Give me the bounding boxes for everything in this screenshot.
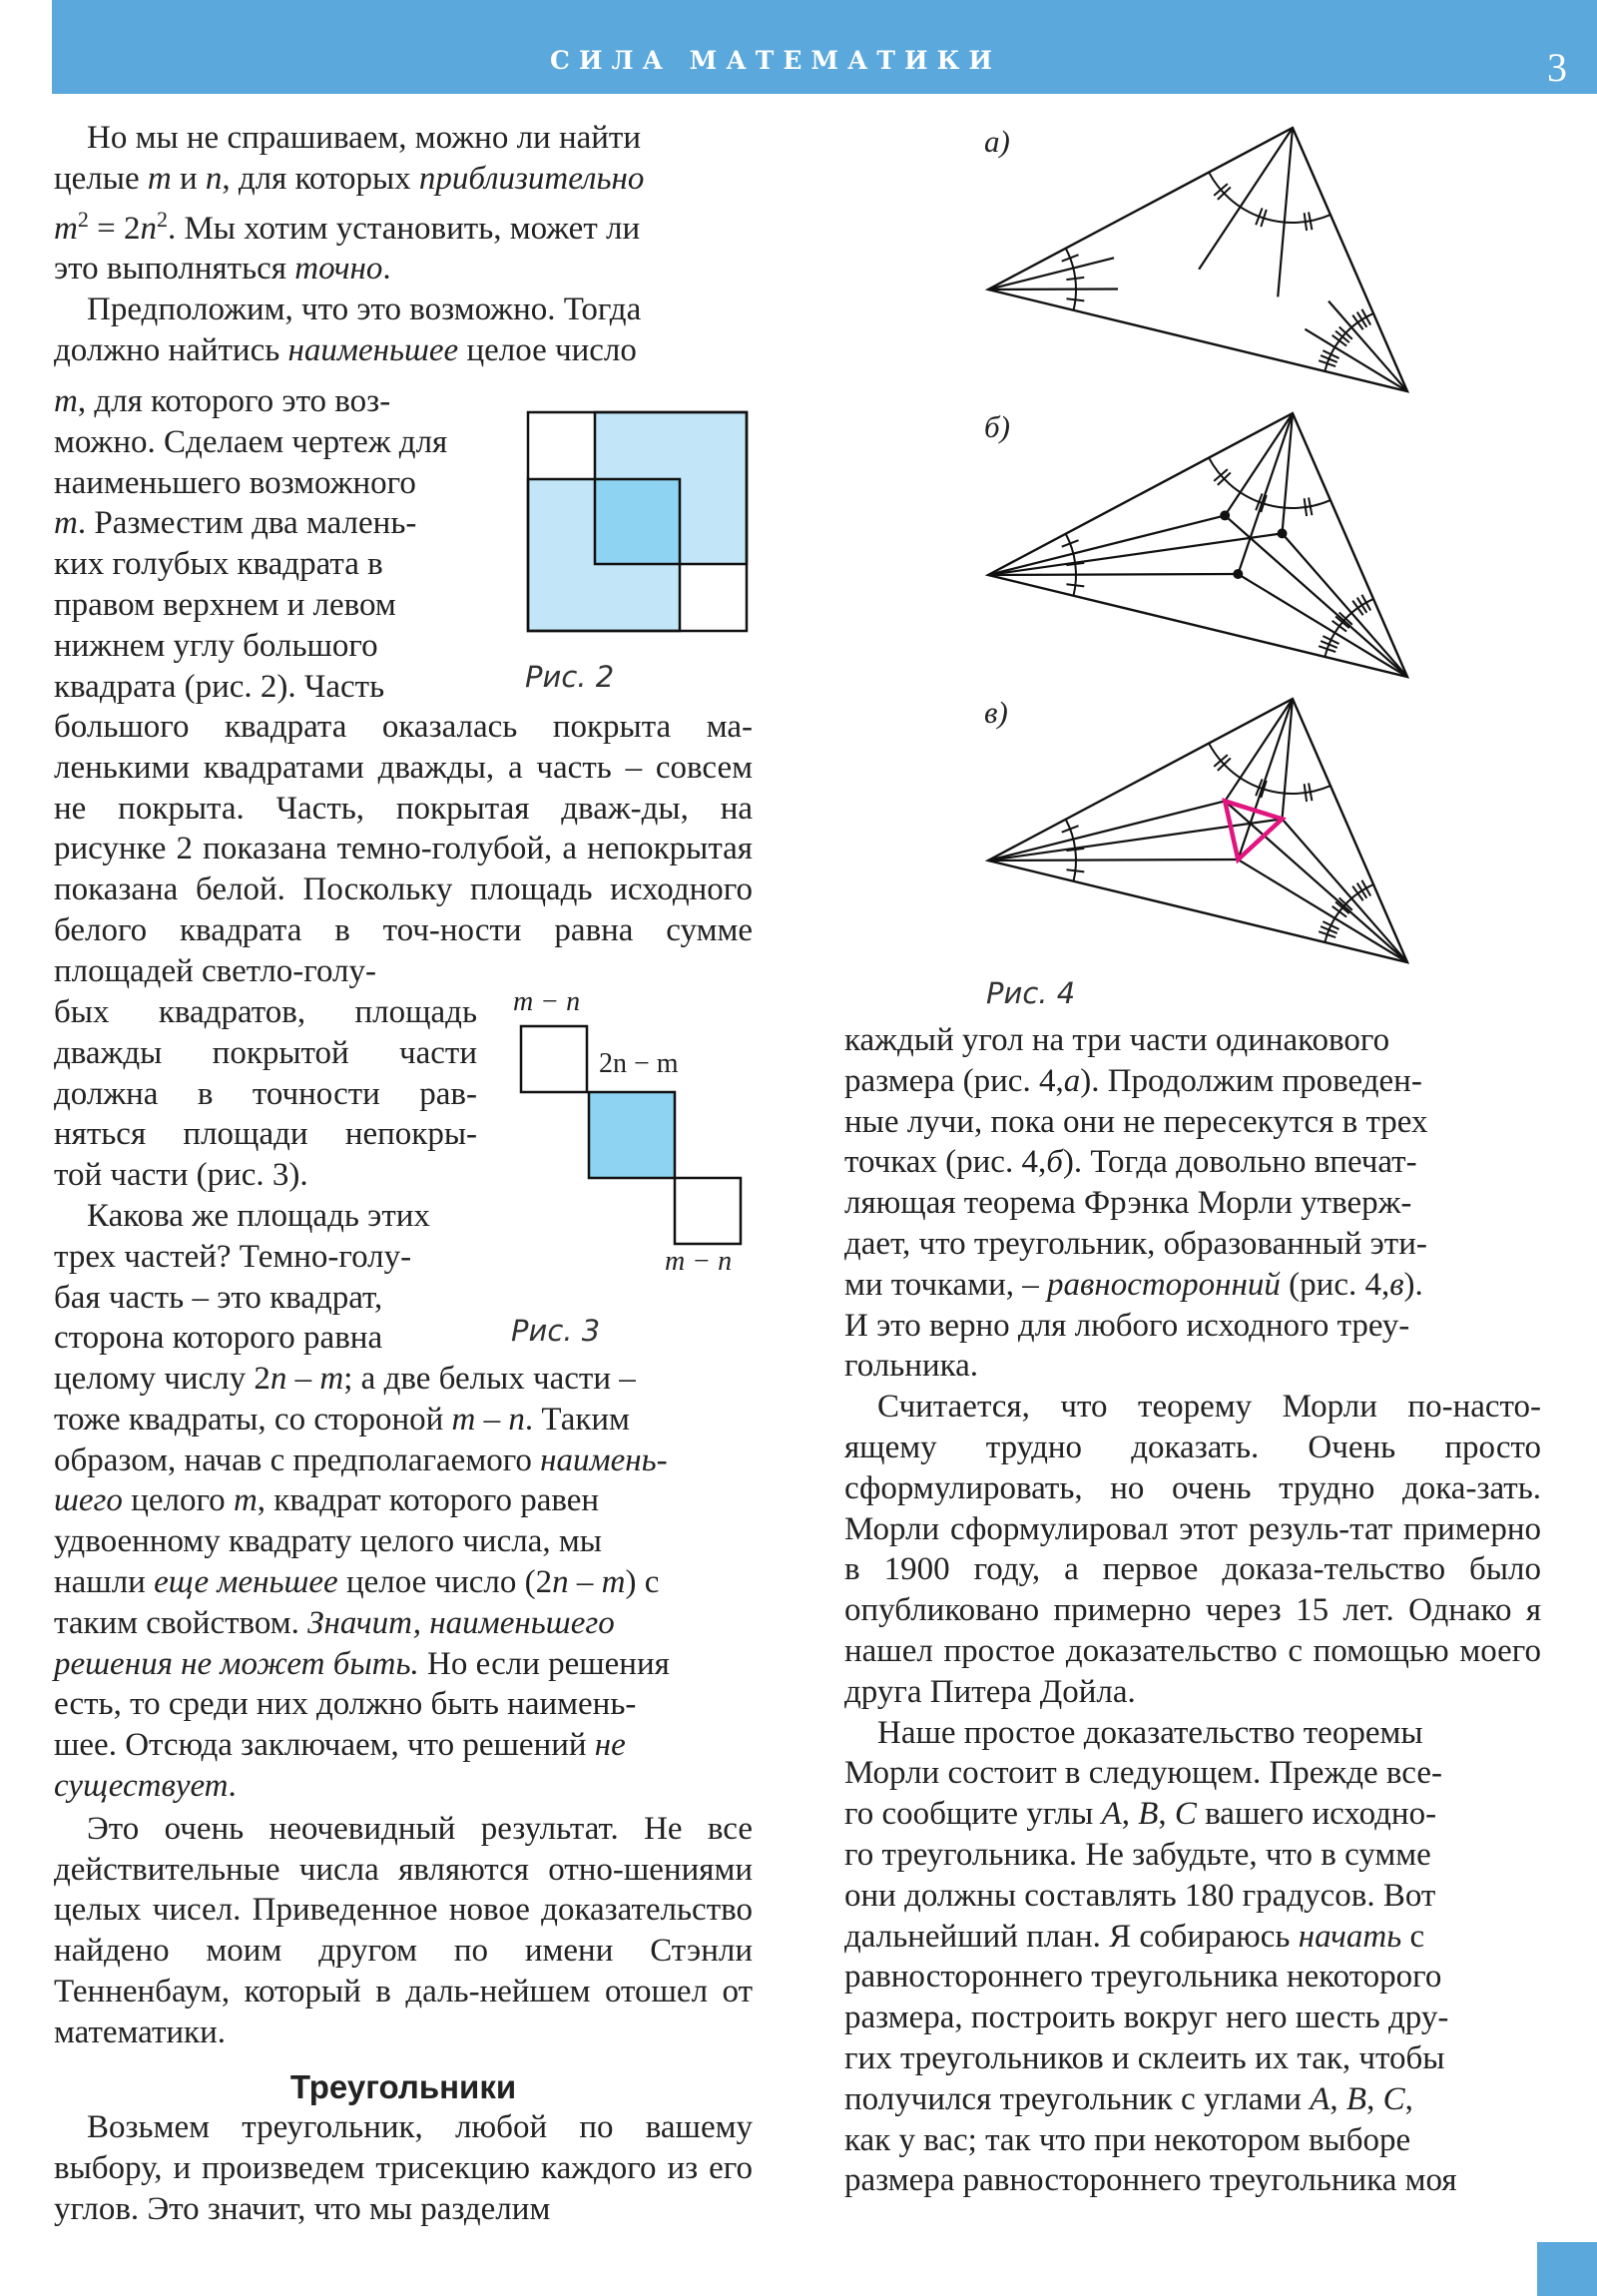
right-column: [844, 1020, 1541, 2201]
fig4-label-a: а): [984, 124, 1010, 159]
paragraph-continued: каждый угол на три части одинакового размера (рис. 4,а). Продолжим проведен- ные лучи, пока они не пересекутся в трех точках (рис. 4,б). Тогда довольно впечат- ляющая теорема Фрэнка Морли утверж- дает, что треугольник, образованный эти- ми точками, – равносторонний (рис. 4,в). И это верно для любого исходного треу- гольника.: [844, 1022, 1428, 1385]
running-title: СИЛА МАТЕМАТИКИ: [549, 46, 1001, 75]
paragraph: Считается, что теорему Морли по-насто-ящему трудно доказать. Очень просто сформулировать, но очень трудно дока-зать. Морли сформулировал этот резуль-тат примерно в 1900 году, а первое доказа-тельство было опубликовано примерно через 15 лет. Однако я нашел простое доказательство с помощью моего друга Питера Дойла.: [844, 1389, 1541, 1710]
fig3-small-square-top: [521, 1026, 587, 1092]
triangle-outline: [988, 128, 1407, 391]
fig4-label-c: в): [984, 695, 1008, 730]
trisector-ray: [988, 258, 1114, 289]
page-number: 3: [1547, 45, 1567, 90]
angle-tick: [1066, 869, 1084, 871]
fig4-caption: Рис. 4: [986, 976, 1076, 1010]
fig3-caption: Рис. 3: [511, 1314, 601, 1348]
trisector-line: [988, 574, 1238, 575]
trisector-line: [988, 860, 1238, 861]
left-column-full-1: [54, 707, 753, 992]
angle-tick: [1305, 498, 1307, 516]
left-column-full-2: [54, 1359, 753, 2230]
trisector-line: [1283, 533, 1407, 677]
left-column: [54, 118, 753, 371]
angle-tick: [1066, 584, 1084, 586]
trisector-line: [1238, 574, 1407, 677]
paragraph-continued: бых квадратов, площадь дважды покрытой части должна в точности рав- няться площади непокры-: [54, 994, 477, 1153]
paragraph: Наше простое доказательство теоремы Морли состоит в следующем. Прежде все- го сообщите углы A, B, C вашего исходно- го треугольника. Не забудьте, что в сумме они должны составлять 180 градусов. Вот дальнейший план. Я собираюсь начать с равностороннего треугольника некоторого размера, построить вокруг него шесть дру- гих треугольников и склеить их так, чтобы получился треугольник с углами A, B, C, как у вас; так что при некотором выборе размера равностороннего треугольника моя: [844, 1714, 1457, 2199]
paragraph-end: той части (рис. 3).: [54, 1157, 308, 1194]
paragraph: Предположим, что это возможно. Тогда должно найтись наименьшее целое число: [54, 291, 642, 368]
trisector-ray: [1278, 128, 1293, 296]
intersection-point: [1278, 528, 1288, 538]
fig4-label-b: б): [984, 409, 1010, 444]
trisector-line: [1225, 515, 1407, 677]
paragraph: Возьмем треугольник, любой по вашему выбору, и произведем трисекцию каждого из его углов. Это значит, что мы разделим: [54, 2109, 753, 2227]
paragraph-continued: большого квадрата оказалась покрыта ма-ленькими квадратами дважды, а часть – совсем не покрыта. Часть, покрытая дваж-ды, на рисунке 2 показана темно-голубой, а непокрытая показана белой. Поскольку площадь исходного белого квадрата в точ-ности равна сумме площадей светло-голу-: [54, 709, 753, 989]
left-column-wrap-1: [54, 381, 493, 707]
angle-tick: [1066, 278, 1084, 280]
fig3-label-top: m − n: [513, 988, 581, 1017]
fig2-caption: Рис. 2: [525, 660, 615, 694]
trisector-line: [988, 515, 1225, 575]
trisector-ray: [1199, 128, 1293, 270]
trisector-ray: [988, 288, 1118, 289]
paragraph: Это очень неочевидный результат. Не все действительные числа являются отно-шениями целых чисел. Приведенное новое доказательство найдено моим другом по имени Стэнли Тенненбаум, который в даль-нейшем отошел от математики.: [54, 1810, 753, 2050]
angle-arc: [1209, 173, 1331, 223]
trisector-line: [1238, 860, 1407, 962]
trisector-line: [988, 533, 1283, 575]
intersection-point: [1233, 569, 1243, 579]
paragraph-continued: целому числу 2n – m; а две белых части – тоже квадраты, со стороной m – n. Таким образом, начав с предполагаемого наимень- шего целого m, квадрат которого равен удвоенному квадрату целого числа, мы нашли еще меньшее целое число (2n – m) с таким свойством. Значит, наименьшего решения не может быть. Но если решения есть, то среди них должно быть наимень- шее. Отсюда заключаем, что решений не существует.: [54, 1361, 670, 1804]
dark-blue-overlap: [595, 479, 680, 564]
paragraph-continued: m, для которого это воз- можно. Сделаем чертеж для наименьшего возможного m. Разместим два малень- ких голубых квадрата в правом верхнем и левом нижнем углу большого квадрата (рис. 2). Часть: [54, 383, 448, 705]
angle-tick: [1305, 213, 1307, 231]
page-header: [52, 0, 1597, 94]
trisector-line: [1225, 801, 1407, 962]
fig3-label-bottom: m − n: [665, 1246, 733, 1277]
section-heading: Треугольники: [289, 2067, 517, 2105]
intersection-point: [1220, 510, 1230, 520]
angle-tick: [1332, 335, 1346, 346]
figure-2: [525, 409, 755, 639]
figure-4: [958, 110, 1437, 968]
trisector-ray: [1329, 301, 1407, 391]
trisector-line: [1283, 819, 1407, 962]
paragraph: Но мы не спрашиваем, можно ли найти целые m и n, для которых приблизительно $m^2 = 2n^2$. Мы хотим установить, может ли это выполняться точно.: [54, 120, 645, 287]
fig3-small-square-bottom: [675, 1178, 741, 1244]
figure-3: [505, 988, 775, 1278]
angle-tick: [1305, 784, 1307, 802]
angle-tick: [1066, 298, 1084, 300]
fig3-dark-blue-square: [589, 1092, 675, 1178]
page-corner-tab: [1537, 2242, 1597, 2296]
trisector-line: [988, 801, 1225, 861]
fig3-label-middle: 2n − m: [599, 1048, 679, 1079]
left-column-wrap-2: [54, 992, 477, 1359]
paragraph: Какова же площадь этих трех частей? Темно-голу- бая часть – это квадрат, сторона которого равна: [54, 1197, 430, 1357]
